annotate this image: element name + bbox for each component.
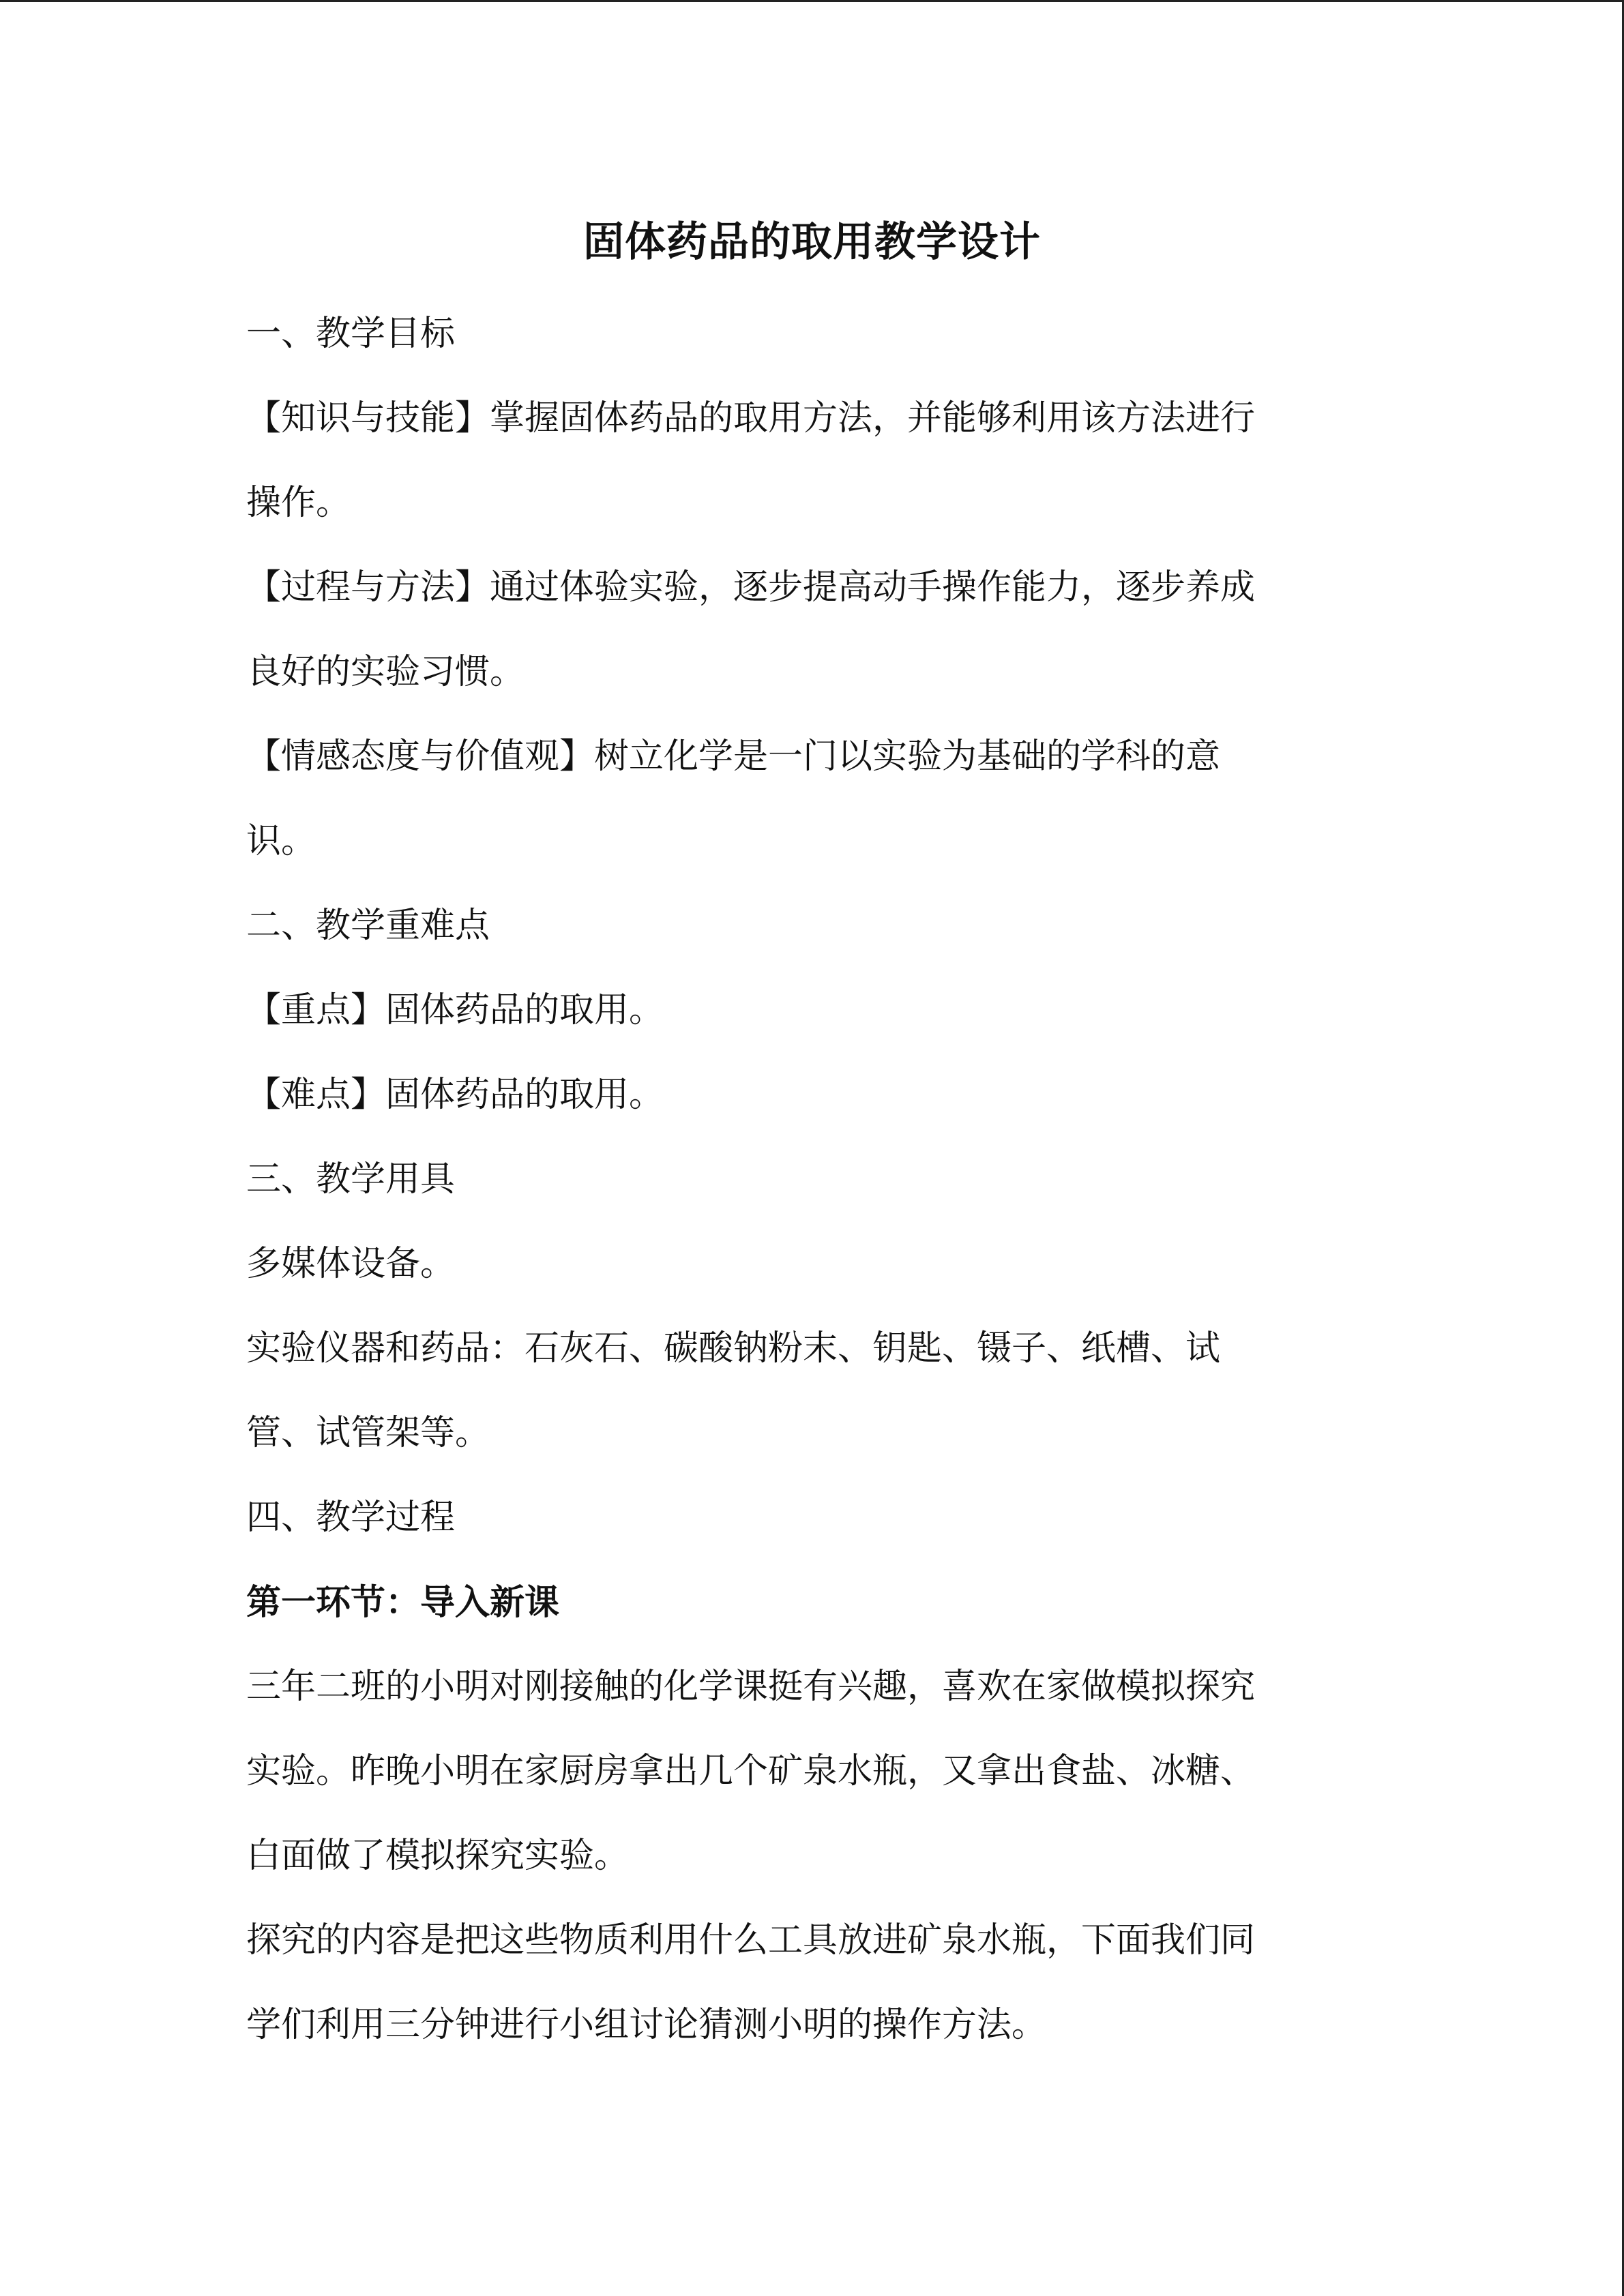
paragraph-line: 操作。: [246, 483, 351, 523]
paragraph-line: 管、试管架等。: [246, 1413, 490, 1453]
section-heading-process: 四、教学过程: [246, 1497, 456, 1538]
document-body: [246, 292, 1378, 2068]
paragraph-line: 【情感态度与价值观】树立化学是一门以实验为基础的学科的意: [246, 736, 1221, 777]
paragraph-line: 多媒体设备。: [246, 1244, 456, 1284]
paragraph-line: 三年二班的小明对刚接触的化学课挺有兴趣，喜欢在家做模拟探究: [246, 1667, 1256, 1707]
paragraph-line: 【重点】固体药品的取用。: [246, 990, 664, 1030]
paragraph-line: 【过程与方法】通过体验实验，逐步提高动手操作能力，逐步养成: [246, 567, 1256, 608]
paragraph-line: 白面做了模拟探究实验。: [246, 1836, 630, 1876]
paragraph-line: 学们利用三分钟进行小组讨论猜测小明的操作方法。: [246, 2005, 1047, 2045]
subsection-heading-intro: 第一环节：导入新课: [246, 1582, 560, 1623]
paragraph-line: 实验。昨晚小明在家厨房拿出几个矿泉水瓶，又拿出食盐、冰糖、: [246, 1751, 1256, 1791]
section-heading-key-points: 二、教学重难点: [246, 906, 490, 946]
section-heading-objectives: 一、教学目标: [246, 314, 456, 354]
paragraph-line: 实验仪器和药品：石灰石、碳酸钠粉末、钥匙、镊子、纸槽、试: [246, 1328, 1221, 1369]
paragraph-line: 【知识与技能】掌握固体药品的取用方法，并能够利用该方法进行: [246, 398, 1256, 438]
document-title: 固体药品的取用教学设计: [583, 218, 1041, 266]
paragraph-line: 识。: [246, 821, 316, 861]
paragraph-line: 良好的实验习惯。: [246, 652, 525, 692]
paragraph-line: 【难点】固体药品的取用。: [246, 1075, 664, 1115]
section-heading-tools: 三、教学用具: [246, 1159, 456, 1199]
paragraph-line: 探究的内容是把这些物质利用什么工具放进矿泉水瓶，下面我们同: [246, 1920, 1256, 1960]
